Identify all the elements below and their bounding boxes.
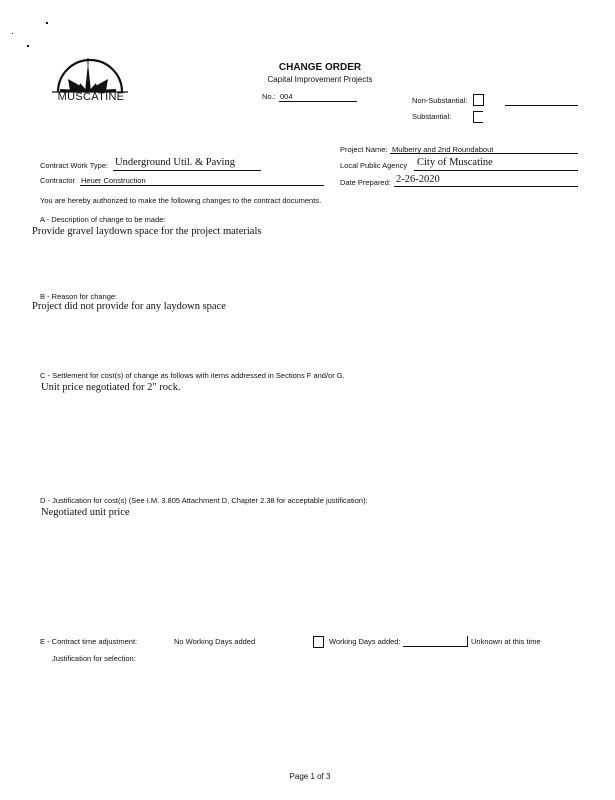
- contractor-value: Heuer Construction: [81, 176, 146, 185]
- document-title: CHANGE ORDER: [278, 62, 362, 73]
- section-b-label: B - Reason for change:: [40, 292, 118, 301]
- scan-speck: [12, 33, 13, 34]
- logo-text: MUSCATINE: [57, 91, 125, 103]
- section-e-label: E - Contract time adjustment:: [40, 637, 138, 646]
- local-public-agency-label: Local Public Agency: [340, 161, 408, 170]
- no-working-days-option: No Working Days added: [174, 637, 256, 646]
- date-prepared-value: 2-26-2020: [396, 174, 440, 185]
- working-days-added-option: Working Days added:: [329, 637, 401, 646]
- unknown-option: Unknown at this time: [471, 637, 541, 646]
- signature-line: [505, 105, 578, 106]
- section-c-label: C - Settlement for cost(s) of change as follows with items addressed in Sections F and/or G.: [40, 371, 345, 380]
- change-order-number-value: 004: [280, 92, 293, 101]
- scan-speck: [46, 22, 48, 24]
- section-c-value: Unit price negotiated for 2" rock.: [41, 382, 181, 393]
- non-substantial-label: Non-Substantial:: [412, 96, 468, 105]
- section-d-value: Negotiated unit price: [41, 507, 130, 518]
- substantial-checkbox[interactable]: [473, 111, 483, 123]
- project-name-label: Project Name:: [340, 145, 388, 154]
- date-prepared-line: [394, 186, 578, 187]
- scan-speck: [27, 45, 29, 47]
- contractor-line: [80, 185, 324, 186]
- working-days-added-checkbox[interactable]: [313, 636, 324, 648]
- section-a-label: A - Description of change to be made:: [40, 215, 166, 224]
- section-d-label: D - Justification for cost(s) (See I.M. 3.805 Attachment D, Chapter 2.38 for acceptable justification):: [40, 496, 368, 505]
- section-a-value: Provide gravel laydown space for the project materials: [32, 226, 262, 237]
- project-name-line: [390, 153, 578, 154]
- working-days-added-line[interactable]: [403, 646, 458, 647]
- section-b-value: Project did not provide for any laydown space: [32, 301, 226, 312]
- page-number: Page 1 of 3: [289, 772, 331, 781]
- non-substantial-checkbox[interactable]: [473, 94, 484, 106]
- contractor-label: Contractor: [40, 176, 76, 185]
- date-prepared-label: Date Prepared:: [340, 178, 391, 187]
- unknown-checkbox[interactable]: [458, 636, 468, 647]
- contract-work-type-value: Underground Util. & Paving: [115, 157, 235, 168]
- local-public-agency-line: [414, 170, 578, 171]
- project-name-value: Mulberry and 2nd Roundabout: [392, 145, 494, 154]
- substantial-label: Substantial:: [412, 112, 452, 121]
- contract-work-type-label: Contract Work Type:: [40, 161, 109, 170]
- local-public-agency-value: City of Muscatine: [417, 157, 493, 168]
- document-subtitle: Capital Improvement Projects: [267, 75, 373, 84]
- change-order-number-label: No.:: [262, 92, 276, 101]
- change-order-number-line: [279, 101, 357, 102]
- authorization-text: You are hereby authorized to make the following changes to the contract documents.: [40, 196, 322, 205]
- justification-label: Justification for selection:: [52, 654, 136, 663]
- contract-work-type-line: [113, 170, 261, 171]
- muscatine-logo: [50, 55, 130, 105]
